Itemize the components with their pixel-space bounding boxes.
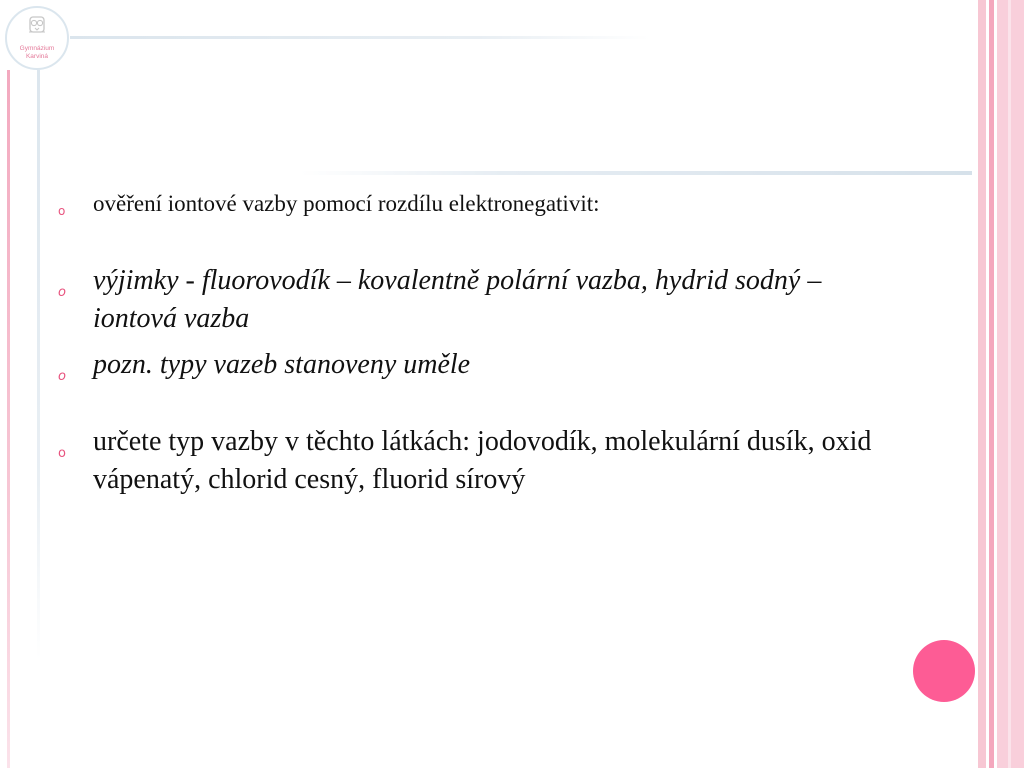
logo-text-line2: Karviná	[25, 53, 49, 60]
bullet-item	[58, 423, 898, 499]
bullet-marker: o	[58, 204, 66, 218]
bullet-marker: o	[58, 446, 66, 461]
bullet-text: ověření iontové vazby pomocí rozdílu elektronegativit:	[93, 191, 600, 216]
top-frame-line	[70, 36, 650, 39]
title-divider	[300, 171, 972, 175]
decorative-pink-circle	[913, 640, 975, 702]
bullet-text: výjimky - fluorovodík – kovalentně polární vazba, hydrid sodný – iontová vazba	[93, 265, 822, 334]
right-stripe	[1008, 0, 1011, 768]
bullet-item	[58, 346, 898, 384]
bullet-item	[58, 189, 898, 219]
owl-icon	[7, 8, 67, 68]
bullet-text: určete typ vazby v těchto látkách: jodovodík, molekulární dusík, oxid vápenatý, chlorid cesný, fluorid sírový	[93, 426, 872, 495]
left-frame-line	[7, 70, 10, 768]
slide-content	[58, 185, 898, 499]
bullet-marker: o	[58, 285, 66, 300]
bullet-marker: o	[58, 369, 66, 384]
bullet-text: pozn. typy vazeb stanoveny uměle	[93, 349, 471, 380]
bullet-item	[58, 262, 898, 338]
inner-frame-line	[37, 70, 40, 660]
school-logo	[5, 6, 69, 70]
right-stripe	[978, 0, 986, 768]
logo-text-line1: Gymnázium	[19, 45, 55, 52]
